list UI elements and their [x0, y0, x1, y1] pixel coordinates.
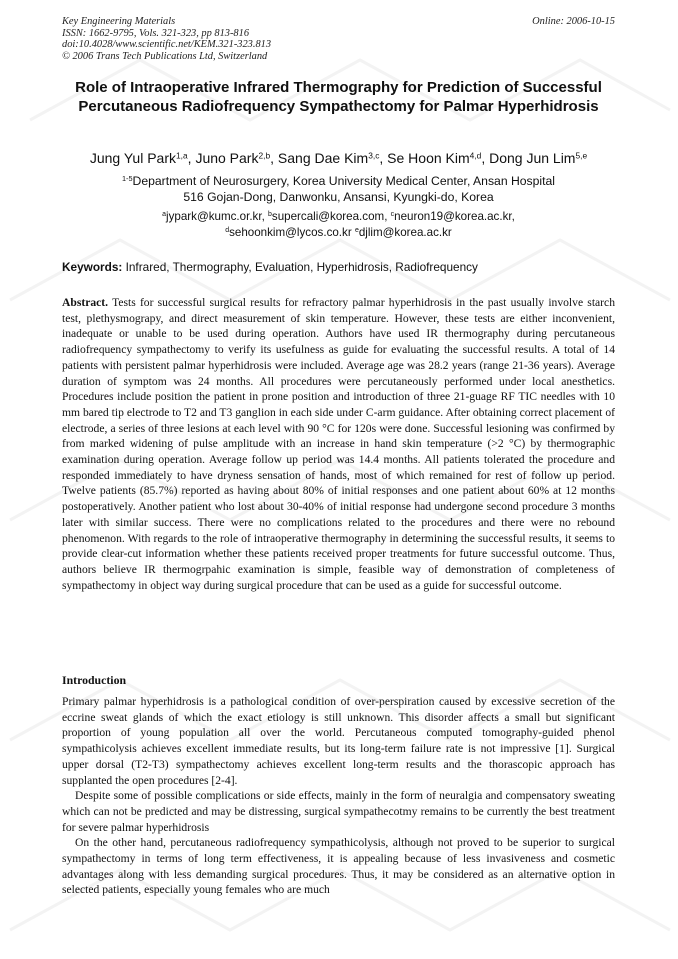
paragraph: On the other hand, percutaneous radiofrequency sympathicolysis, although not proved to be superior to surgical sympathectomy in terms of long term effectiveness, it is appealing because of less invasiveness and cosmetic advantages along with less demanding surgical procedures. Thus, it may be considered as an alternative option in selected patients, especially young females who are much	[62, 836, 615, 897]
author: Jung Yul Park$^{1,a}$,	[89, 150, 196, 166]
doi-line: doi:10.4028/www.scientific.net/KEM.321-323.813	[62, 39, 272, 51]
paragraph: Despite some of possible complications or side effects, mainly in the form of neuralgia and compensatory sweating which can not be predicted and may be distressing, surgical sympathecotmy remains to be currently the best treatment for severe palmar hyperhidrosis	[62, 789, 615, 834]
email-a[interactable]: jypark@kumc.or.kr	[166, 210, 262, 223]
author: Se Hoon Kim$^{4,d}$,	[387, 150, 490, 166]
email-b[interactable]: supercali@korea.com	[271, 210, 385, 223]
author-list	[62, 149, 615, 167]
affiliation: $^{1-5}$Department of Neurosurgery, Korea University Medical Center, Ansan Hospital 516 Gojan-Dong, Danwonku, Ansansi, Kyungki-do, Korea	[121, 173, 556, 204]
abstract-label: Abstract.	[62, 296, 109, 309]
email-d[interactable]: sehoonkim@lycos.co.kr	[229, 225, 352, 239]
publication-info	[62, 16, 271, 62]
copyright-line: © 2006 Trans Tech Publications Ltd, Switzerland	[62, 50, 268, 62]
email-c[interactable]: neuron19@korea.ac.kr	[394, 210, 512, 223]
keywords	[62, 260, 615, 275]
paper-title: Role of Intraoperative Infrared Thermography for Prediction of Successful Percutaneous Radiofrequency Sympathectomy for Palmar Hyperhidrosis	[75, 79, 602, 115]
paragraph: Primary palmar hyperhidrosis is a pathological condition of over-perspiration caused by excessive secretion of the eccrine sweat glands of which the exact etiology is still unknown. This disorder affects a small but significant proportion of young population all over the world. Percutaneous computed tomography-guided phenol sympathicolysis achieves excellent immediate results, but its long-term failure rate is not impressive [1]. Surgical upper dorsal (T2-T3) sympathectomy achieves excellent long-term results and the thorascopic approach has supplanted the open procedures [2-4].	[62, 695, 615, 787]
abstract	[62, 295, 615, 593]
keywords-text: Infrared, Thermography, Evaluation, Hyperhidrosis, Radiofrequency	[125, 260, 478, 274]
author: Sang Dae Kim$^{3,c}$,	[277, 150, 388, 166]
keywords-label: Keywords:	[62, 260, 123, 274]
abstract-text: Tests for successful surgical results for refractory palmar hyperhidrosis in the past usually involve starch test, plethysmograpy, and direct measurement of skin temperature. However, these tests are either inconvenient, inadequate or unable to be used during operation. Authors have used IR thermography during percutaneous radiofrequency sympathectomy to verify its usefulness as guide for evaluating the successful results. A total of 14 patients with persistent palmar hyperhidrosis were included. Average age was 28.2 years (range 21-36 years). Average duration of symptom was 24 months. All procedures were percutaneously performed under local anesthetics. Procedures include position the patient in prone position and introduction of three 21-guage RF TIC needles with 10 mm bared tip electrode to T2 and T3 ganglion in each side under C-arm guidance. After obtaining correct placement of electrode, a series of three lesions at each level with 90 °C for 120s were done. Successful lesioning was confirmed by from marked widening of pulse amplitude with an increase in hand skin temperature (>2 °C) by thermographic examination during operation. Average follow up period was 14.4 months. All patients tolerated the procedure and responded immediately to have dryness sensation of hands, most of which remained for rest of follow up period. Twelve patients (85.7%) reported as having about 80% of initial responses and one patient about 60% at 12 months postoperatively. Another patient who lost about 30-40% of initial response had undergone second procedure 3 months later with similar success. There were no complications related to the procedures and there were no rebound phenomenon. With regards to the role of intraoperative thermography in determining the successful results, it seems to provide clear-cut information whether these patients received proper treatments for future successful outcome. Thus, authors believe IR thermogrpahic examination is simple, feasible way of demonstration of completeness of sympathectomy in object way during surgical procedure that can be used as a guide for successful outcome.	[62, 296, 615, 592]
online-date: Online: 2006-10-15	[532, 16, 615, 27]
author: Juno Park$^{2,b}$,	[195, 150, 278, 166]
email-e[interactable]: djlim@korea.ac.kr	[358, 225, 452, 239]
introduction-heading: Introduction	[62, 673, 127, 687]
author: Dong Jun Lim$^{5,e}$	[489, 150, 588, 166]
introduction-body	[62, 694, 615, 898]
author-emails: $^a$jypark@kumc.or.kr, $^b$supercali@korea.com, $^c$neuron19@korea.ac.kr, $^d$sehoonkim@lycos.co.kr $^e$djlim@korea.ac.kr	[162, 210, 515, 239]
issn-line: ISSN: 1662-9795, Vols. 321-323, pp 813-816	[62, 27, 250, 39]
journal-name: Key Engineering Materials	[62, 16, 176, 27]
